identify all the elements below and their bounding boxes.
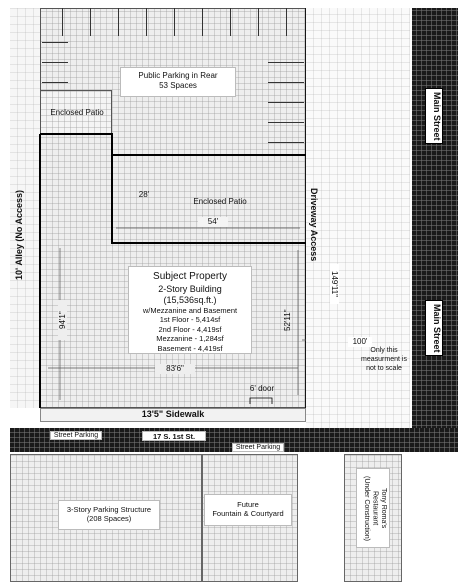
dim-54: 54': [198, 217, 228, 227]
street-parking-left: Street Parking: [50, 431, 102, 440]
main-street-label-top: Main Street: [425, 88, 443, 144]
door-label: 6' door: [249, 384, 275, 393]
parking-rear-label: Public Parking in Rear 53 Spaces: [120, 67, 236, 97]
main-street-label-bottom: Main Street: [425, 300, 443, 356]
parking-structure-label: 3-Story Parking Structure (208 Spaces): [58, 500, 160, 530]
subject-mezzanine: Mezzanine - 1,284sf: [156, 334, 224, 344]
alley-label: 10' Alley (No Access): [14, 190, 24, 281]
subject-title: Subject Property: [153, 271, 227, 282]
subject-second-floor: 2nd Floor - 4,419sf: [158, 324, 222, 334]
dim-52-11: 52'11": [283, 309, 292, 331]
dim-83-6: 83'6": [155, 364, 195, 374]
dim-100: 100': [348, 337, 372, 347]
enclosed-patio-center-label: Enclosed Patio: [193, 197, 247, 206]
fountain-label: Future Fountain & Courtyard: [204, 494, 292, 526]
dim-149-11: 149'11": [330, 264, 339, 304]
street-parking-right: Street Parking: [232, 443, 284, 452]
enclosed-patio-left-label: Enclosed Patio: [50, 108, 104, 117]
street-name: 17 S. 1st St.: [142, 431, 206, 441]
subject-line4: w/Mezzanine and Basement: [142, 306, 238, 315]
dim-28: 28': [138, 190, 150, 199]
dim-94-1: 94'1": [58, 300, 67, 340]
tony-roma-label: Tony Roma's Restaurant (Under Construction): [356, 468, 390, 548]
subject-basement: Basement - 4,419sf: [157, 343, 223, 353]
subject-line3: (15,536sq.ft.): [163, 294, 217, 305]
subject-property-box: [128, 266, 252, 354]
subject-first-floor: 1st Floor - 5,414sf: [159, 315, 221, 325]
sidewalk-label: 13'5" Sidewalk: [141, 409, 205, 419]
scale-note: Only this measurment is not to scale: [361, 347, 407, 372]
driveway-label: Driveway Access: [309, 188, 319, 262]
main-street-road: [412, 8, 458, 430]
subject-line2: 2-Story Building: [158, 283, 222, 294]
